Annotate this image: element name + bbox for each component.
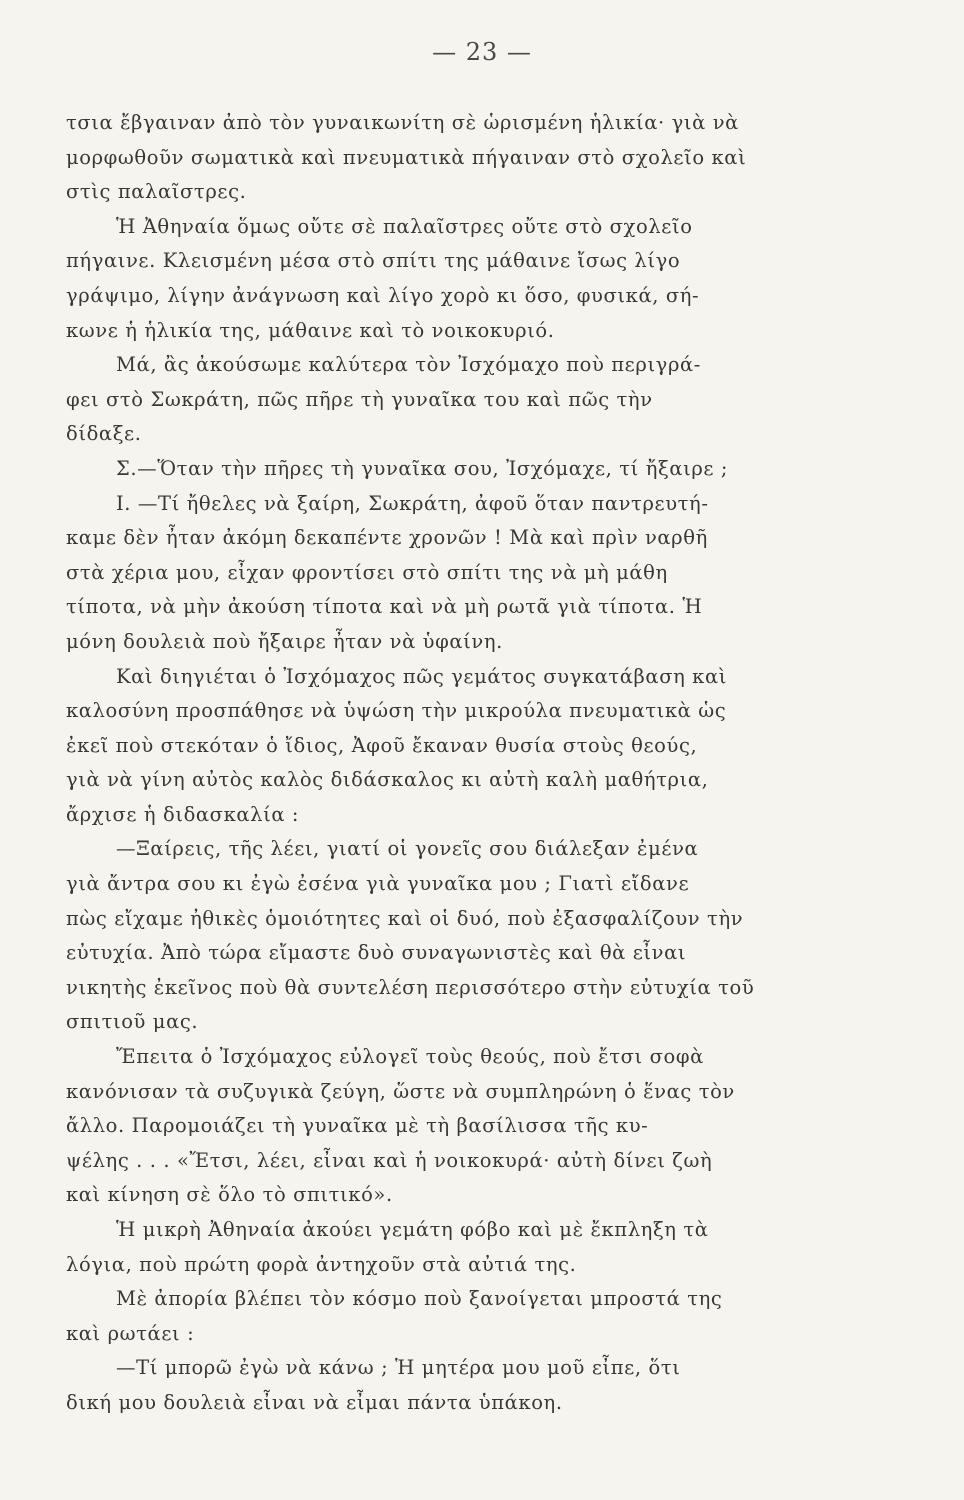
text-line: —Τί μπορῶ ἐγὼ νὰ κάνω ; Ἡ μητέρα μου μοῦ εἶπε, ὅτι (116, 1356, 681, 1380)
text-line: γιὰ νὰ γίνη αὐτὸς καλὸς διδάσκαλος κι αὐτὴ καλὴ μαθήτρια, (66, 768, 709, 792)
text-line: φει στὸ Σωκράτη, πῶς πῆρε τὴ γυναῖκα του καὶ πῶς τὴν (66, 387, 653, 411)
text-line: ἄρχισε ἡ διδασκαλία : (66, 802, 300, 826)
text-line: Καὶ διηγιέται ὁ Ἰσχόμαχος πῶς γεμάτος συγκατάβαση καὶ (116, 664, 727, 688)
text-line: στὰ χέρια μου, εἶχαν φροντίσει στὸ σπίτι της νὰ μὴ μάθη (66, 560, 668, 584)
text-line: καὶ κίνηση σὲ ὅλο τὸ σπιτικό». (66, 1183, 393, 1207)
text-line: μορφωθοῦν σωματικὰ καὶ πνευματικὰ πήγαιναν στὸ σχολεῖο καὶ (66, 145, 747, 169)
text-line: γράψιμο, λίγην ἀνάγνωση καὶ λίγο χορὸ κι ὅσο, φυσικά, σή- (66, 283, 700, 307)
text-line: δική μου δουλειὰ εἶναι νὰ εἶμαι πάντα ὑπάκοη. (66, 1390, 563, 1414)
text-line: —Ξαίρεις, τῆς λέει, γιατί οἱ γονεῖς σου διάλεξαν ἐμένα (116, 837, 699, 861)
text-line: κωνε ἡ ἡλικία της, μάθαινε καὶ τὸ νοικοκυριό. (66, 318, 555, 342)
text-line: πὼς εἴχαμε ἠθικὲς ὁμοιότητες καὶ οἱ δυό, ποὺ ἐξασφαλίζουν τὴν (66, 906, 744, 930)
text-line: καμε δὲν ἦταν ἀκόμη δεκαπέντε χρονῶν ! Μὰ καὶ πρὶν ναρθῆ (66, 526, 708, 550)
text-line: Μὲ ἀπορία βλέπει τὸν κόσμο ποὺ ξανοίγεται μπροστά της (116, 1287, 723, 1311)
text-line: Ἔπειτα ὁ Ἰσχόμαχος εὐλογεῖ τοὺς θεούς, ποὺ ἔτσι σοφὰ (116, 1045, 704, 1069)
text-line: καλοσύνη προσπάθησε νὰ ὑψώση τὴν μικρούλα πνευματικὰ ὡς (66, 699, 727, 723)
text-line: Ἡ Ἀθηναία ὅμως οὔτε σὲ παλαῖστρες οὔτε στὸ σχολεῖο (116, 214, 693, 238)
text-line: καὶ ρωτάει : (66, 1321, 195, 1345)
text-line: Μά, ἂς ἀκούσωμε καλύτερα τὸν Ἰσχόμαχο ποὺ περιγρά- (116, 353, 701, 377)
text-line: λόγια, ποὺ πρώτη φορὰ ἀντηχοῦν στὰ αὐτιά της. (66, 1252, 577, 1276)
text-line: γιὰ ἄντρα σου κι ἐγὼ ἐσένα γιὰ γυναῖκα μου ; Γιατὶ εἴδανε (66, 872, 690, 896)
text-line: πήγαινε. Κλεισμένη μέσα στὸ σπίτι της μάθαινε ἴσως λίγο (66, 249, 681, 273)
text-line: εὐτυχία. Ἀπὸ τώρα εἴμαστε δυὸ συναγωνιστὲς καὶ θὰ εἶναι (66, 941, 687, 965)
text-line: ἐκεῖ ποὺ στεκόταν ὁ ἴδιος, Ἀφοῦ ἔκαναν θυσία στοὺς θεούς, (66, 733, 698, 757)
page-number: — 23 — (432, 38, 532, 66)
text-line: ἄλλο. Παρομοιάζει τὴ γυναῖκα μὲ τὴ βασίλισσα τῆς κυ- (66, 1114, 649, 1138)
text-line: νικητὴς ἐκεῖνος ποὺ θὰ συντελέση περισσότερο στὴν εὐτυχία τοῦ (66, 975, 755, 999)
text-line: μόνη δουλειὰ ποὺ ἤξαιρε ἦταν νὰ ὑφαίνη. (66, 629, 503, 653)
text-line: σπιτιοῦ μας. (66, 1010, 199, 1034)
text-line: στὶς παλαῖστρες. (66, 180, 247, 204)
text-line: ψέλης . . . «Ἔτσι, λέει, εἶναι καὶ ἡ νοικοκυρά· αὐτὴ δίνει ζωὴ (66, 1148, 713, 1172)
text-line: κανόνισαν τὰ συζυγικὰ ζεύγη, ὥστε νὰ συμπληρώνη ὁ ἕνας τὸν (66, 1079, 735, 1103)
text-line: Σ.—Ὅταν τὴν πῆρες τὴ γυναῖκα σου, Ἰσχόμαχε, τί ἤξαιρε ; (116, 456, 729, 480)
body-text (66, 106, 826, 1421)
text-line: Ι. —Τί ἤθελες νὰ ξαίρη, Σωκράτη, ἀφοῦ ὅταν παντρευτή- (116, 491, 709, 515)
text-line: τίποτα, νὰ μὴν ἀκούση τίποτα καὶ νὰ μὴ ρωτᾶ γιὰ τίποτα. Ἡ (66, 595, 703, 619)
text-line: τσια ἔβγαιναν ἀπὸ τὸν γυναικωνίτη σὲ ὡρισμένη ἡλικία· γιὰ νὰ (66, 111, 739, 134)
text-line: δίδαξε. (66, 422, 142, 446)
text-line: Ἡ μικρὴ Ἀθηναία ἀκούει γεμάτη φόβο καὶ μὲ ἔκπληξη τὰ (116, 1218, 709, 1241)
